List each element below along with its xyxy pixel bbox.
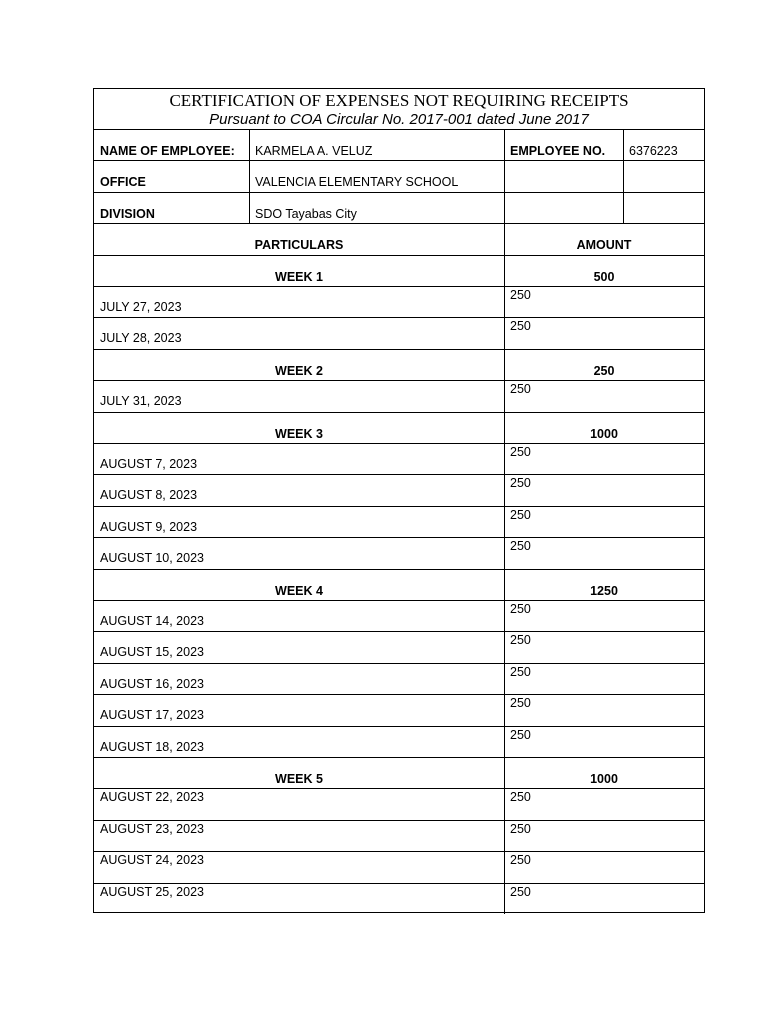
row-divider: [94, 883, 704, 884]
entry-date: JULY 28, 2023: [100, 331, 182, 346]
entry-amount[interactable]: 250: [510, 445, 531, 459]
row-divider: [94, 600, 704, 601]
row-divider: [94, 192, 704, 193]
week-total: 1000: [590, 772, 618, 786]
row-divider: [94, 286, 704, 287]
entry-amount[interactable]: 250: [510, 884, 531, 899]
row-divider: [94, 506, 704, 507]
form-title: CERTIFICATION OF EXPENSES NOT REQUIRING RECEIPTS: [169, 91, 629, 110]
entry-date: JULY 27, 2023: [100, 300, 182, 314]
row-divider: [94, 788, 704, 789]
entry-amount[interactable]: 250: [510, 821, 531, 836]
row-divider: [94, 757, 704, 758]
row-divider: [94, 255, 704, 256]
entry-amount[interactable]: 250: [510, 382, 531, 397]
entry-date: AUGUST 24, 2023: [100, 853, 204, 868]
row-divider: [94, 349, 704, 350]
entry-amount[interactable]: 250: [510, 664, 531, 679]
employee-name-value[interactable]: KARMELA A. VELUZ: [255, 144, 373, 158]
entry-date: AUGUST 15, 2023: [100, 645, 204, 660]
entry-amount[interactable]: 250: [510, 288, 531, 302]
entry-date: AUGUST 10, 2023: [100, 551, 204, 566]
row-divider: [94, 694, 704, 695]
particulars-header: PARTICULARS: [254, 238, 344, 253]
entry-amount[interactable]: 250: [510, 790, 531, 805]
entry-date: AUGUST 9, 2023: [100, 519, 198, 534]
entry-amount[interactable]: 250: [510, 476, 531, 491]
column-divider: [504, 129, 505, 914]
employee-number-label: EMPLOYEE NO.: [510, 144, 606, 158]
employee-number-value[interactable]: 6376223: [629, 144, 678, 158]
row-divider: [94, 537, 704, 538]
entry-date: AUGUST 25, 2023: [100, 884, 204, 899]
entry-date: AUGUST 16, 2023: [100, 676, 204, 691]
row-divider: [94, 569, 704, 570]
week-label: WEEK 2: [275, 363, 323, 378]
division-label: DIVISION: [100, 206, 155, 221]
week-label: WEEK 5: [275, 772, 323, 786]
row-divider: [94, 129, 704, 130]
office-label: OFFICE: [100, 175, 146, 190]
entry-date: AUGUST 7, 2023: [100, 457, 198, 471]
entry-amount[interactable]: 250: [510, 696, 531, 711]
entry-date: AUGUST 8, 2023: [100, 488, 198, 503]
entry-date: AUGUST 18, 2023: [100, 739, 204, 754]
row-divider: [94, 631, 704, 632]
week-total: 500: [593, 269, 615, 284]
entry-date: AUGUST 22, 2023: [100, 790, 204, 805]
entry-amount[interactable]: 250: [510, 319, 531, 334]
row-divider: [94, 851, 704, 852]
week-label: WEEK 4: [275, 583, 323, 598]
division-value[interactable]: SDO Tayabas City: [255, 206, 357, 221]
entry-amount[interactable]: 250: [510, 633, 531, 648]
week-label: WEEK 1: [275, 269, 323, 284]
entry-date: JULY 31, 2023: [100, 394, 182, 409]
row-divider: [94, 820, 704, 821]
row-divider: [94, 317, 704, 318]
row-divider: [94, 663, 704, 664]
week-label: WEEK 3: [275, 426, 323, 441]
column-divider: [249, 129, 250, 223]
column-divider: [623, 129, 624, 223]
row-divider: [94, 443, 704, 444]
week-total: 250: [593, 363, 615, 378]
entry-amount[interactable]: 250: [510, 727, 531, 742]
entry-date: AUGUST 23, 2023: [100, 821, 204, 836]
week-total: 1000: [590, 426, 618, 441]
employee-name-label: NAME OF EMPLOYEE:: [100, 144, 235, 158]
office-value[interactable]: VALENCIA ELEMENTARY SCHOOL: [255, 175, 459, 190]
week-total: 1250: [590, 583, 618, 598]
row-divider: [94, 412, 704, 413]
form-subtitle: Pursuant to COA Circular No. 2017-001 dated June 2017: [209, 111, 589, 128]
entry-amount[interactable]: 250: [510, 539, 531, 554]
entry-date: AUGUST 14, 2023: [100, 614, 204, 628]
row-divider: [94, 726, 704, 727]
row-divider: [94, 223, 704, 224]
entry-date: AUGUST 17, 2023: [100, 708, 204, 723]
amount-header: AMOUNT: [576, 238, 632, 253]
entry-amount[interactable]: 250: [510, 507, 531, 522]
entry-amount[interactable]: 250: [510, 853, 531, 868]
expense-certification-form: [93, 88, 705, 913]
row-divider: [94, 380, 704, 381]
row-divider: [94, 474, 704, 475]
row-divider: [94, 160, 704, 161]
entry-amount[interactable]: 250: [510, 602, 531, 616]
